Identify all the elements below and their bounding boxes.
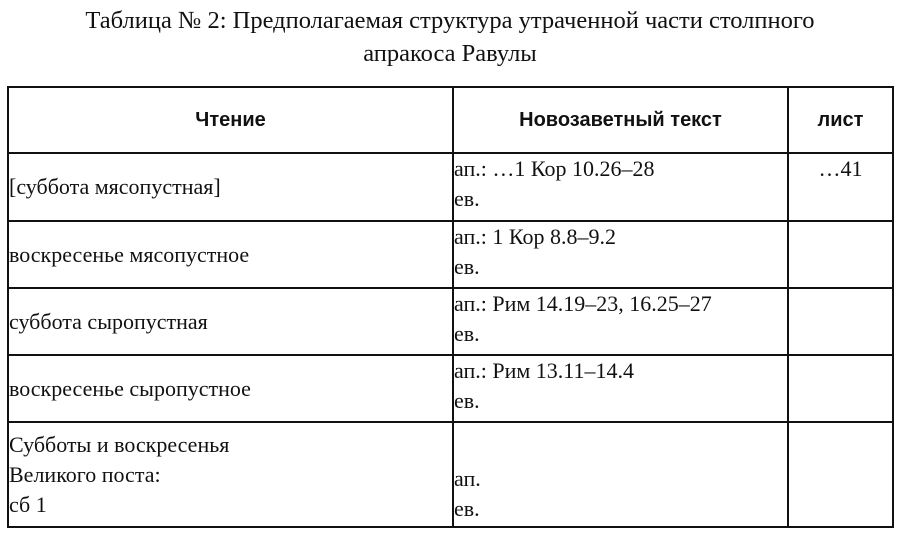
reading-line: Великого поста:: [9, 461, 161, 487]
sheet-cell: [788, 355, 893, 422]
sheet-cell: [788, 288, 893, 355]
text-cell: [453, 288, 788, 355]
reading-cell: [8, 355, 453, 422]
reading-cell: [8, 221, 453, 288]
header-reading: Чтение: [8, 87, 453, 153]
reading-cell: [8, 153, 453, 221]
reading-line: [суббота мясопустная]: [9, 174, 221, 199]
reading-line: воскресенье мясопустное: [9, 241, 250, 267]
gospel-reading: ев.: [454, 186, 480, 211]
table-row: [8, 221, 893, 288]
apostle-reading: ап.: [454, 466, 481, 491]
table-row: [8, 288, 893, 355]
text-cell: [453, 221, 788, 288]
table-row: [8, 355, 893, 422]
gospel-reading: ев.: [454, 321, 480, 346]
text-cell: [453, 355, 788, 422]
text-cell: [453, 153, 788, 221]
table-header-row: [8, 87, 893, 153]
reading-cell: [8, 288, 453, 355]
gospel-reading: ев.: [454, 388, 480, 413]
reading-cell: [8, 422, 453, 527]
sheet-cell: [788, 221, 893, 288]
text-cell: [453, 422, 788, 527]
table-row: [8, 422, 893, 527]
table-row: [8, 153, 893, 221]
gospel-reading: ев.: [454, 254, 480, 279]
apostle-reading: ап.: …1 Кор 10.26–28: [454, 156, 655, 181]
header-sheet: лист: [788, 87, 893, 153]
apostle-reading: ап.: Рим 14.19–23, 16.25–27: [454, 291, 712, 316]
reading-line: воскресенье сыропустное: [9, 375, 251, 401]
sheet-cell: …41: [788, 153, 893, 221]
lectionary-table: [7, 86, 894, 528]
table-caption-line-2: апракоса Равулы: [363, 40, 537, 67]
apostle-reading: ап.: Рим 13.11–14.4: [454, 358, 634, 383]
reading-line: сб 1: [9, 491, 47, 517]
header-new-testament-text: Новозаветный текст: [453, 87, 788, 153]
table-caption: [0, 4, 900, 70]
apostle-reading: ап.: 1 Кор 8.8–9.2: [454, 224, 616, 249]
table-caption-line-1: Таблица № 2: Предполагаемая структура утраченной части столпного: [85, 7, 815, 34]
reading-line: Субботы и воскресенья: [9, 431, 230, 457]
reading-line: суббота сыропустная: [9, 308, 208, 334]
sheet-cell: [788, 422, 893, 527]
gospel-reading: ев.: [454, 496, 480, 521]
